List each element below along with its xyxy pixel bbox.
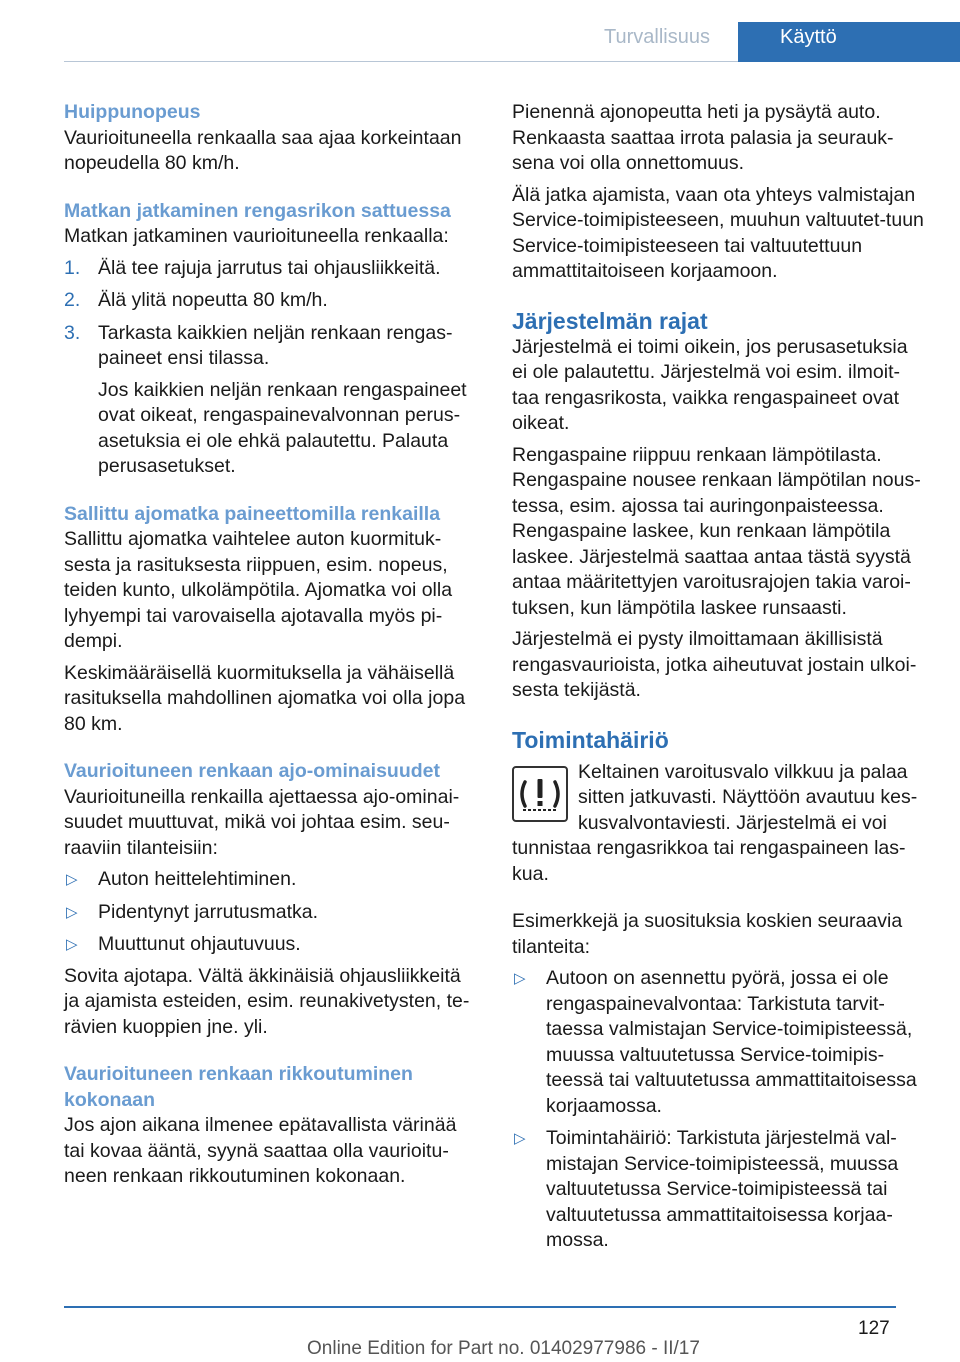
list-item: ▷ Pidentynyt jarrutusmatka. <box>64 900 479 926</box>
paragraph: Älä jatka ajamista, vaan ota yhteys valmistajan Service-toimipisteeseen, muuhun valtuutet-tuun Service-toimipisteeseen tai valtuutettuun ammattitaitoiseen korjaamoon. <box>512 183 924 282</box>
list-item: ▷ Toimintahäiriö: Tarkistuta järjestelmä val-mistajan Service-toimipisteessä, muussa valtuutetussa Service-toimipisteessä tai valtuutetussa ammattitaitoisessa korjaa-mossa. <box>514 1127 899 1251</box>
list-item: 1. Älä tee rajuja jarrutus tai ohjausliikkeitä. <box>64 256 441 279</box>
section-title-jarjestelman-rajat: Järjestelmän rajat <box>512 307 708 334</box>
paragraph: Järjestelmä ei toimi oikein, jos perusasetuksia ei ole palautettu. Järjestelmä voi esim. ilmoit-taa rengasrikosta, vaikka rengaspaineet ovat oikeat. <box>512 335 908 434</box>
paragraph: Jos ajon aikana ilmenee epätavallista värinää tai kovaa ääntä, syynä saattaa olla vaurioitu-neen renkaan rikkoutuminen kokonaan. <box>64 1114 457 1187</box>
section-title-huippunopeus: Huippunopeus <box>64 101 201 123</box>
left-column <box>64 100 479 1190</box>
section-title-sallittu-ajomatka: Sallittu ajomatka paineettomilla renkailla <box>64 502 441 525</box>
section-title-rikkoutuminen: Vaurioituneen renkaan rikkoutuminen kokonaan <box>64 1063 413 1111</box>
paragraph: Järjestelmä ei pysty ilmoittamaan äkillisistä rengasvaurioista, jotka aiheutuvat jostain ulkoi-sesta tekijästä. <box>512 628 917 701</box>
paragraph: Vaurioituneella renkaalla saa ajaa korkeintaan nopeudella 80 km/h. <box>64 126 462 174</box>
section-title-matkan-jatkaminen: Matkan jatkaminen rengasrikon sattuessa <box>64 199 451 222</box>
warning-block <box>512 760 927 837</box>
header-divider <box>64 61 738 62</box>
paragraph: Pienennä ajonopeutta heti ja pysäytä auto. Renkaasta saattaa irrota palasia ja seurauk-sena voi olla onnettomuus. <box>512 101 894 174</box>
section-title-ajo-ominaisuudet: Vaurioituneen renkaan ajo-ominaisuudet <box>64 760 440 782</box>
paragraph: Keskimääräisellä kuormituksella ja vähäisellä rasituksella mahdollinen ajomatka voi olla jopa 80 km. <box>64 661 466 735</box>
tire-pressure-warning-icon <box>512 766 568 822</box>
triangle-bullet-icon: ▷ <box>66 936 78 953</box>
list-item: ▷ Auton heittelehtiminen. <box>64 867 479 893</box>
list-item: 3. Tarkasta kaikkien neljän renkaan rengas-paineet ensi tilassa. Jos kaikkien neljän renkaan rengaspaineet ovat oikeat, rengaspainevalvonnan perus-asetuksia ei ole ehkä palautettu. Palauta perusasetukset. <box>64 321 479 480</box>
list-item-note: Jos kaikkien neljän renkaan rengaspaineet ovat oikeat, rengaspainevalvonnan perus-asetuksia ei ole ehkä palautettu. Palauta perusasetukset. <box>98 378 467 477</box>
page-number: 127 <box>858 1318 890 1339</box>
triangle-bullet-icon: ▷ <box>66 903 78 921</box>
paragraph: Vaurioituneilla renkailla ajettaessa ajo-ominai-suudet muuttuvat, mikä voi johtaa esim. seu-raaviin tilanteisiin: <box>64 785 460 859</box>
header-tab-kaytto: Käyttö <box>738 22 960 62</box>
paragraph: Sallittu ajomatka vaihtelee auton kuormituk-sesta ja rasituksesta riippuen, esim. nopeus, teiden kunto, ulkolämpötila. Ajomatka voi olla lyhyempi tai varovaisella ajotavalla myös pi-dempi. <box>64 528 453 652</box>
list-item: 2. Älä ylitä nopeutta 80 km/h. <box>64 289 328 311</box>
right-column <box>512 100 927 1254</box>
paragraph: Rengaspaine riippuu renkaan lämpötilasta. Rengaspaine nousee renkaan lämpötilan nous-tessa, esim. ajossa tai auringonpaisteessa. Rengaspaine laskee, kun renkaan lämpötila laskee. Järjestelmä saattaa antaa tästä syystä antaa määritettyjen varoitusrajojen takia varoi-tuksen, kun lämpötila laskee runsaasti. <box>512 443 921 619</box>
paragraph: Esimerkkejä ja suosituksia koskien seuraavia tilanteita: <box>512 910 903 958</box>
triangle-bullet-icon: ▷ <box>66 871 78 888</box>
paragraph: Matkan jatkaminen vaurioituneella renkaalla: <box>64 225 449 247</box>
bullet-list <box>512 966 927 1254</box>
triangle-bullet-icon: ▷ <box>514 1130 526 1147</box>
section-title-toimintahairio: Toimintahäiriö <box>512 726 669 753</box>
edition-text: Online Edition for Part no. 01402977986 - II/17 <box>307 1338 700 1359</box>
paragraph: Sovita ajotapa. Vältä äkkinäisiä ohjausliikkeitä ja ajamista esteiden, esim. reunakivetysten, te-rävien kuoppien jne. yli. <box>64 964 470 1038</box>
list-item: ▷ Muuttunut ohjautuvuus. <box>64 932 479 958</box>
paragraph: tunnistaa rengasrikkoa tai rengaspaineen las-kua. <box>512 837 906 885</box>
header-tab-turvallisuus: Turvallisuus <box>604 26 710 48</box>
numbered-list <box>64 256 479 480</box>
list-item: ▷ Autoon on asennettu pyörä, jossa ei ole rengaspainevalvontaa: Tarkistuta tarvit-taessa valmistajan Service-toimipisteessä, muussa valtuutetussa Service-toimipis-teessä tai valtuutetussa ammattitaitoisessa korjaamossa. <box>514 967 917 1117</box>
page-header <box>0 0 960 62</box>
bullet-list <box>64 867 479 958</box>
warning-text: Keltainen varoitusvalo vilkkuu ja palaa sitten jatkuvasti. Näyttöön avautuu kes-kusvalvontaviesti. Järjestelmä ei voi <box>578 760 918 834</box>
footer-divider <box>64 1306 896 1308</box>
triangle-bullet-icon: ▷ <box>514 970 526 987</box>
